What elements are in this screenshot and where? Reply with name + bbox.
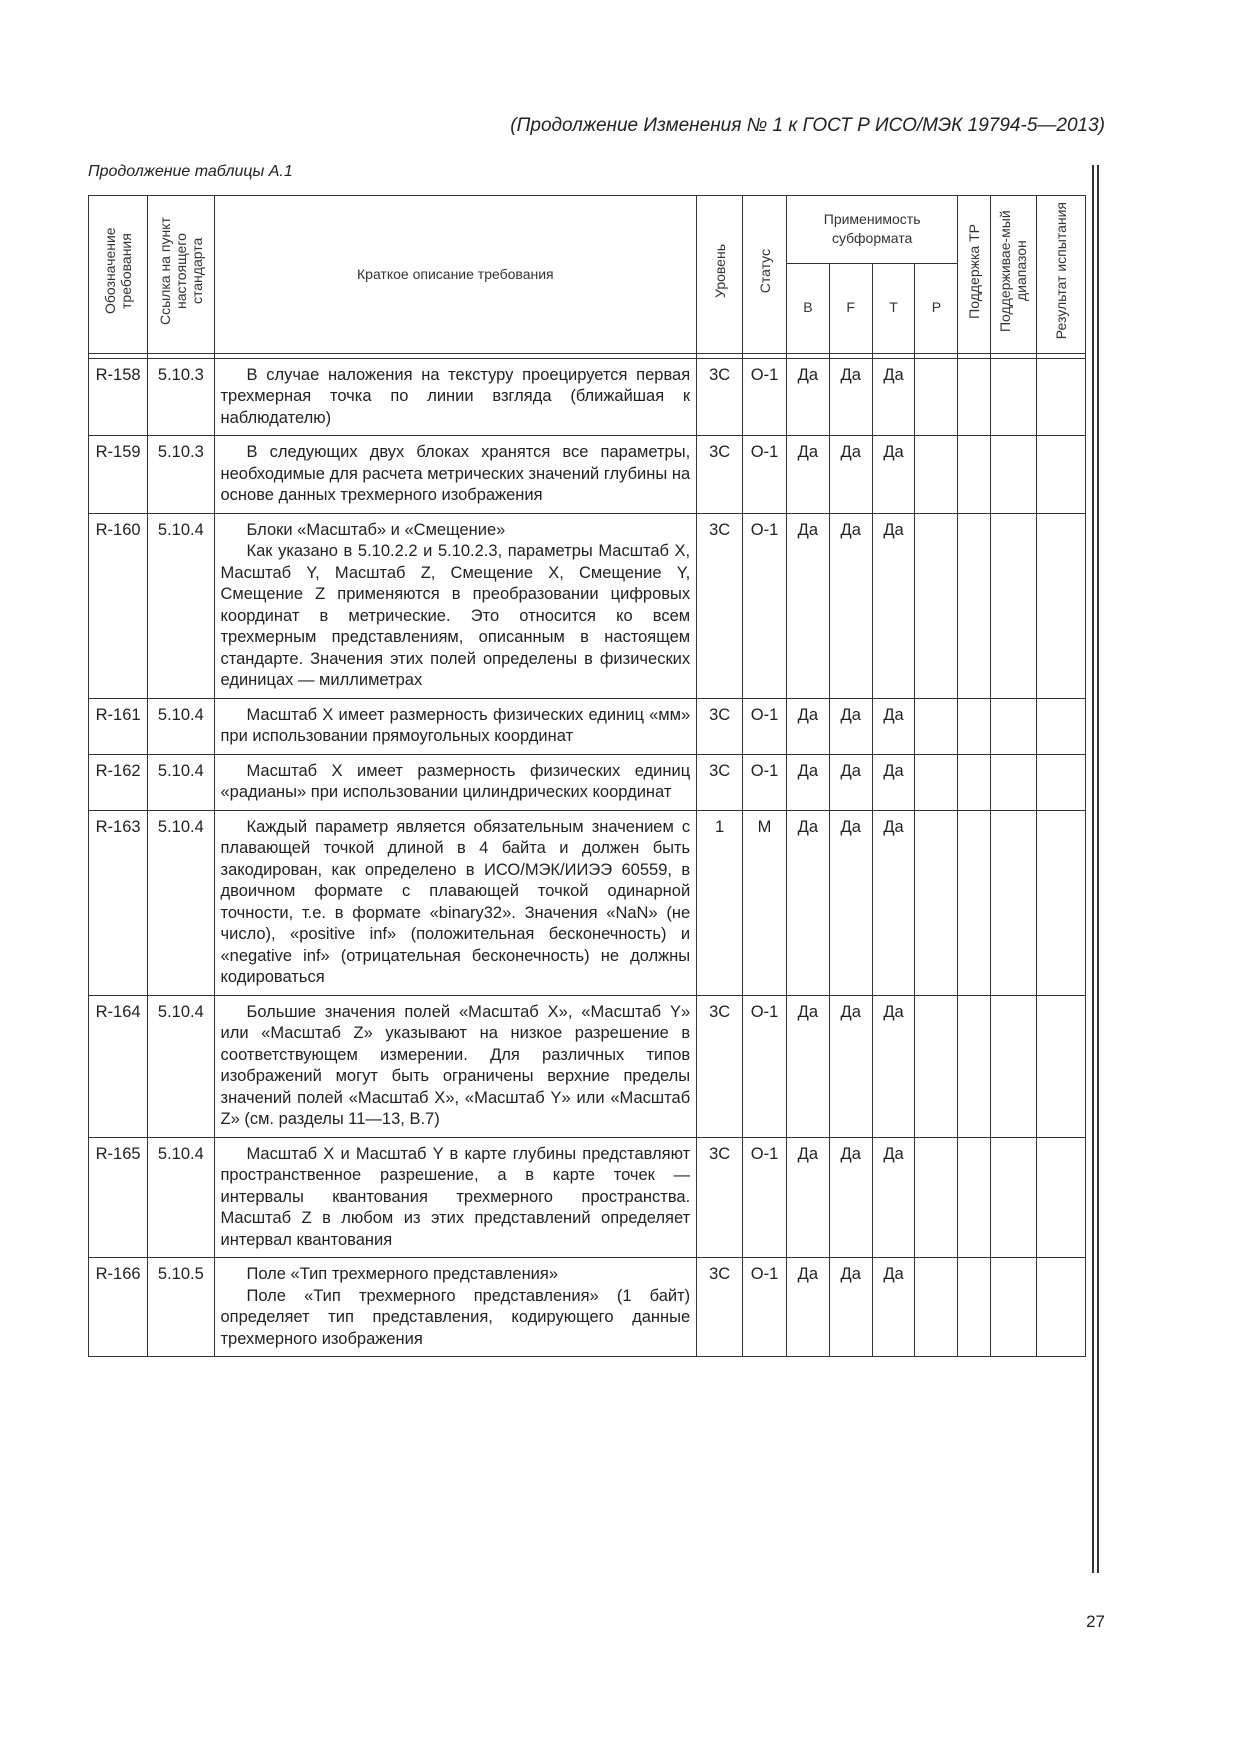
subformat-f-cell: Да xyxy=(829,754,872,810)
subformat-t-cell: Да xyxy=(872,513,915,698)
requirement-description xyxy=(214,436,697,514)
status-cell: О-1 xyxy=(743,513,787,698)
col-header-support-tr: Поддержка ТР xyxy=(958,196,991,354)
subformat-b-cell: Да xyxy=(786,436,829,514)
description-paragraph: Масштаб X имеет размерность физических единиц «мм» при использовании прямоугольных координат xyxy=(220,705,691,745)
supported-range-cell xyxy=(990,698,1036,754)
col-header-ref: Ссылка на пункт настоящего стандарта xyxy=(148,196,214,354)
test-result-cell xyxy=(1036,1258,1085,1357)
requirement-id: R-166 xyxy=(89,1258,148,1357)
requirement-id: R-165 xyxy=(89,1137,148,1258)
table-row xyxy=(89,1258,1086,1357)
standard-ref: 5.10.5 xyxy=(148,1258,214,1357)
status-cell: О-1 xyxy=(743,995,787,1137)
col-header-applicability: Применимость субформата xyxy=(786,196,957,264)
supported-range-cell xyxy=(990,810,1036,995)
subformat-b-cell: Да xyxy=(786,1258,829,1357)
requirement-description xyxy=(214,810,697,995)
level-cell: 3С xyxy=(697,995,743,1137)
support-tr-cell xyxy=(958,754,991,810)
col-header-status: Статус xyxy=(743,196,787,354)
running-title: (Продолжение Изменения № 1 к ГОСТ Р ИСО/МЭК 19794-5—2013) xyxy=(510,115,1105,136)
status-cell: О-1 xyxy=(743,1137,787,1258)
table-row xyxy=(89,358,1086,436)
support-tr-cell xyxy=(958,995,991,1137)
status-cell: О-1 xyxy=(743,754,787,810)
description-paragraph: Поле «Тип трехмерного представления» (1 байт) определяет тип представления, кодирующего данные трехмерного изображения xyxy=(220,1286,691,1348)
requirement-id: R-164 xyxy=(89,995,148,1137)
standard-ref: 5.10.3 xyxy=(148,358,214,436)
subformat-f-cell: Да xyxy=(829,358,872,436)
col-header-supported-range: Поддерживае-мый диапазон xyxy=(990,196,1036,354)
subformat-p-cell xyxy=(915,513,958,698)
standard-ref: 5.10.4 xyxy=(148,513,214,698)
subformat-b-cell: Да xyxy=(786,995,829,1137)
level-cell: 3С xyxy=(697,513,743,698)
subformat-t-cell: Да xyxy=(872,436,915,514)
support-tr-cell xyxy=(958,436,991,514)
col-header-level: Уровень xyxy=(697,196,743,354)
subformat-p-cell xyxy=(915,1258,958,1357)
subformat-p-cell xyxy=(915,754,958,810)
test-result-cell xyxy=(1036,698,1085,754)
table-row xyxy=(89,513,1086,698)
subformat-b-cell: Да xyxy=(786,358,829,436)
requirement-description xyxy=(214,698,697,754)
requirement-id: R-160 xyxy=(89,513,148,698)
test-result-cell xyxy=(1036,754,1085,810)
standard-ref: 5.10.4 xyxy=(148,698,214,754)
subformat-f-cell: Да xyxy=(829,698,872,754)
requirement-id: R-163 xyxy=(89,810,148,995)
subformat-p-cell xyxy=(915,1137,958,1258)
supported-range-cell xyxy=(990,1137,1036,1258)
table-row xyxy=(89,436,1086,514)
subformat-t-cell: Да xyxy=(872,358,915,436)
standard-ref: 5.10.4 xyxy=(148,1137,214,1258)
level-cell: 3С xyxy=(697,358,743,436)
support-tr-cell xyxy=(958,358,991,436)
requirement-description xyxy=(214,1258,697,1357)
level-cell: 3С xyxy=(697,436,743,514)
col-header-id: Обозначение требования xyxy=(89,196,148,354)
description-paragraph: Масштаб X и Масштаб Y в карте глубины представляют пространственное разрешение, а в карте точек — интервалы квантования трехмерного пространства. Масштаб Z в любом из этих представлений определяет интервал квантования xyxy=(220,1144,691,1249)
description-paragraph: В случае наложения на текстуру проецируется первая трехмерная точка по линии взгляда (ближайшая к наблюдателю) xyxy=(220,365,691,427)
supported-range-cell xyxy=(990,995,1036,1137)
description-paragraph: Каждый параметр является обязательным значением с плавающей точкой длиной в 4 байта и должен быть закодирован, как определено в ИСО/МЭК/ИИЭЭ 60559, в двоичном формате с плавающей точкой одинарной точности, т.е. в формате «binary32». Значения «NaN» (не число), «positive inf» (положительная бесконечность) и «negative inf» (отрицательная бесконечность) не должны кодироваться xyxy=(220,817,691,986)
test-result-cell xyxy=(1036,358,1085,436)
subformat-b-cell: Да xyxy=(786,698,829,754)
status-cell: О-1 xyxy=(743,698,787,754)
supported-range-cell xyxy=(990,436,1036,514)
standard-ref: 5.10.4 xyxy=(148,810,214,995)
requirement-description xyxy=(214,513,697,698)
test-result-cell xyxy=(1036,995,1085,1137)
subformat-p-cell xyxy=(915,436,958,514)
col-header-desc: Краткое описание требования xyxy=(214,196,697,354)
requirement-description xyxy=(214,995,697,1137)
subformat-t-cell: Да xyxy=(872,754,915,810)
subformat-p-cell xyxy=(915,810,958,995)
standard-ref: 5.10.4 xyxy=(148,754,214,810)
requirement-description xyxy=(214,358,697,436)
subformat-f-cell: Да xyxy=(829,995,872,1137)
table-row xyxy=(89,810,1086,995)
requirement-id: R-161 xyxy=(89,698,148,754)
subformat-t-cell: Да xyxy=(872,1258,915,1357)
status-cell: М xyxy=(743,810,787,995)
status-cell: О-1 xyxy=(743,358,787,436)
level-cell: 3С xyxy=(697,754,743,810)
subformat-p-cell xyxy=(915,995,958,1137)
table-row xyxy=(89,698,1086,754)
col-header-sub-f: F xyxy=(829,263,872,353)
description-paragraph: Большие значения полей «Масштаб X», «Масштаб Y» или «Масштаб Z» указывают на низкое разрешение в соответствующем измерении. Для различных типов изображений могут быть ограничены верхние пределы значений полей «Масштаб X», «Масштаб Y» или «Масштаб Z» (см. разделы 11—13, В.7) xyxy=(220,1002,691,1128)
col-header-test-result: Результат испытания xyxy=(1036,196,1085,354)
subformat-b-cell: Да xyxy=(786,513,829,698)
status-cell: О-1 xyxy=(743,436,787,514)
description-paragraph: Поле «Тип трехмерного представления» xyxy=(246,1265,559,1283)
table-row xyxy=(89,754,1086,810)
subformat-t-cell: Да xyxy=(872,995,915,1137)
table-row xyxy=(89,995,1086,1137)
support-tr-cell xyxy=(958,810,991,995)
table-caption: Продолжение таблицы А.1 xyxy=(88,163,293,180)
margin-bar xyxy=(1097,165,1099,1573)
col-header-sub-b: B xyxy=(786,263,829,353)
subformat-t-cell: Да xyxy=(872,810,915,995)
subformat-p-cell xyxy=(915,698,958,754)
subformat-b-cell: Да xyxy=(786,754,829,810)
standard-ref: 5.10.4 xyxy=(148,995,214,1137)
support-tr-cell xyxy=(958,1137,991,1258)
support-tr-cell xyxy=(958,1258,991,1357)
subformat-f-cell: Да xyxy=(829,513,872,698)
level-cell: 1 xyxy=(697,810,743,995)
table-row xyxy=(89,1137,1086,1258)
requirement-id: R-162 xyxy=(89,754,148,810)
subformat-t-cell: Да xyxy=(872,698,915,754)
level-cell: 3С xyxy=(697,698,743,754)
subformat-t-cell: Да xyxy=(872,1137,915,1258)
subformat-p-cell xyxy=(915,358,958,436)
requirements-table xyxy=(88,195,1086,1357)
requirement-id: R-159 xyxy=(89,436,148,514)
description-paragraph: Блоки «Масштаб» и «Смещение» xyxy=(246,520,506,539)
test-result-cell xyxy=(1036,1137,1085,1258)
support-tr-cell xyxy=(958,698,991,754)
margin-bar xyxy=(1092,165,1094,1573)
description-paragraph: В следующих двух блоках хранятся все параметры, необходимые для расчета метрических значений глубины на основе данных трехмерного изображения xyxy=(220,443,691,504)
subformat-f-cell: Да xyxy=(829,1258,872,1357)
supported-range-cell xyxy=(990,358,1036,436)
test-result-cell xyxy=(1036,436,1085,514)
description-paragraph: Масштаб X имеет размерность физических единиц «радианы» при использовании цилиндрических координат xyxy=(220,761,691,801)
description-paragraph: Как указано в 5.10.2.2 и 5.10.2.3, параметры Масштаб X, Масштаб Y, Масштаб Z, Смещение X, Смещение Y, Смещение Z применяются в преобразовании цифровых координат в метрические. Это относится ко всем трехмерным представлениям, описанным в настоящем стандарте. Значения этих полей определены в физических единицах — миллиметрах xyxy=(220,542,691,689)
supported-range-cell xyxy=(990,754,1036,810)
support-tr-cell xyxy=(958,513,991,698)
requirement-description xyxy=(214,1137,697,1258)
table-body xyxy=(89,353,1086,1357)
test-result-cell xyxy=(1036,810,1085,995)
supported-range-cell xyxy=(990,513,1036,698)
status-cell: О-1 xyxy=(743,1258,787,1357)
test-result-cell xyxy=(1036,513,1085,698)
subformat-b-cell: Да xyxy=(786,810,829,995)
subformat-f-cell: Да xyxy=(829,810,872,995)
subformat-f-cell: Да xyxy=(829,1137,872,1258)
col-header-sub-t: T xyxy=(872,263,915,353)
level-cell: 3С xyxy=(697,1137,743,1258)
level-cell: 3С xyxy=(697,1258,743,1357)
page-number: 27 xyxy=(1086,1612,1105,1631)
supported-range-cell xyxy=(990,1258,1036,1357)
table-header-row xyxy=(89,196,1086,264)
subformat-f-cell: Да xyxy=(829,436,872,514)
requirement-description xyxy=(214,754,697,810)
standard-ref: 5.10.3 xyxy=(148,436,214,514)
requirement-id: R-158 xyxy=(89,358,148,436)
col-header-sub-p: P xyxy=(915,263,958,353)
subformat-b-cell: Да xyxy=(786,1137,829,1258)
